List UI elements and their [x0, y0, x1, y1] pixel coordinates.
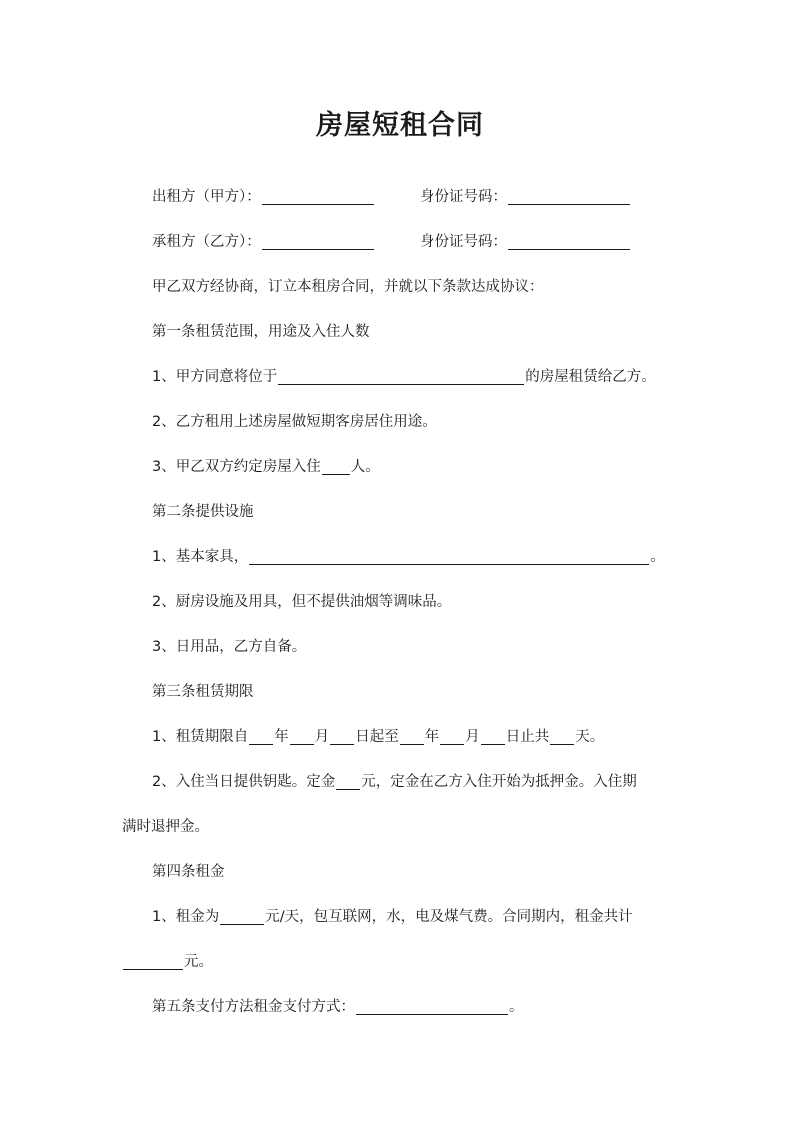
article1-item1-text-b: 的房屋租赁给乙方。	[525, 369, 656, 385]
address-blank	[278, 368, 524, 385]
lessor-label: 出租方（甲方）：	[152, 189, 261, 205]
article4-item1-text-a: 1、租金为	[152, 909, 220, 925]
year-text: 年	[424, 729, 440, 745]
article1-heading: 第一条租赁范围，用途及入住人数	[152, 324, 370, 340]
start-day-blank	[330, 728, 354, 745]
lessor-id-line	[420, 187, 631, 207]
article2-item3: 3、日用品，乙方自备。	[152, 639, 307, 655]
article3-item1	[152, 727, 604, 747]
end-day-blank	[481, 728, 505, 745]
article5-line	[152, 997, 524, 1017]
article3-heading: 第三条租赁期限	[152, 684, 254, 700]
lessee-label: 承租方（乙方）：	[152, 234, 261, 250]
payment-method-blank	[356, 998, 508, 1015]
lessor-name-blank	[262, 188, 374, 205]
lease-period-text: 1、租赁期限自	[152, 729, 249, 745]
article2-item1-text-b: 。	[650, 549, 665, 565]
total-days-blank	[550, 728, 574, 745]
end-month-blank	[440, 728, 464, 745]
month-text: 月	[314, 729, 330, 745]
article5-end: 。	[509, 999, 524, 1015]
month-text: 月	[465, 729, 480, 745]
article1-item3	[152, 457, 380, 477]
article4-item1-text-c: 元。	[184, 954, 213, 970]
article4-item1-text-b: 元/天，包互联网，水，电及煤气费。合同期内，租金共计	[265, 909, 633, 925]
article2-heading: 第二条提供设施	[152, 504, 254, 520]
article1-item1-text-a: 1、甲方同意将位于	[152, 369, 278, 385]
lessee-line	[152, 232, 375, 252]
year-text: 年	[274, 729, 289, 745]
occupants-blank	[322, 458, 350, 475]
article1-item1	[152, 367, 656, 387]
article3-item2	[152, 772, 637, 792]
lessee-id-blank	[508, 233, 630, 250]
days-text: 天。	[575, 729, 605, 745]
article3-item2-text-b: 元，定金在乙方入住开始为抵押金。入住期	[361, 774, 637, 790]
furniture-blank	[249, 548, 649, 565]
article5-text: 第五条支付方法租金支付方式：	[152, 999, 355, 1015]
lessor-line	[152, 187, 375, 207]
lessor-id-label: 身份证号码：	[420, 189, 507, 205]
article1-item3-text-a: 3、甲乙双方约定房屋入住	[152, 459, 321, 475]
article2-item1-text-a: 1、基本家具，	[152, 549, 249, 565]
start-month-blank	[290, 728, 314, 745]
article1-item3-text-b: 人。	[350, 459, 380, 475]
daily-rent-blank	[220, 908, 264, 925]
article4-heading: 第四条租金	[152, 864, 225, 880]
until-text: 日起至	[355, 729, 399, 745]
start-year-blank	[249, 728, 273, 745]
article1-item2: 2、乙方租用上述房屋做短期客房居住用途。	[152, 414, 437, 430]
total-rent-blank	[123, 953, 183, 970]
end-year-blank	[400, 728, 424, 745]
total-text: 日止共	[505, 729, 550, 745]
lessor-id-blank	[508, 188, 630, 205]
document-title: 房屋短租合同	[316, 110, 484, 141]
lessee-id-line	[420, 232, 631, 252]
article3-item2-text-a: 2、入住当日提供钥匙。定金	[152, 774, 336, 790]
article2-item2: 2、厨房设施及用具，但不提供油烟等调味品。	[152, 594, 452, 610]
article2-item1	[152, 547, 665, 567]
article4-item1	[152, 907, 633, 927]
lessee-id-label: 身份证号码：	[420, 234, 507, 250]
deposit-blank	[336, 773, 360, 790]
article4-item1-cont	[122, 952, 213, 972]
article3-item2-cont: 满时退押金。	[122, 819, 209, 835]
intro-text: 甲乙双方经协商，订立本租房合同，并就以下条款达成协议：	[152, 279, 544, 295]
lessee-name-blank	[262, 233, 374, 250]
